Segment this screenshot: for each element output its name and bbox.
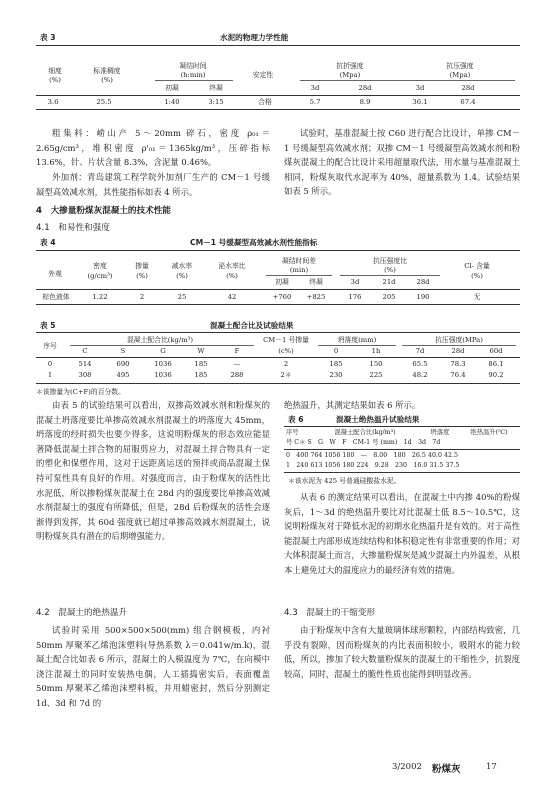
t6-h-cols: 号 C＊ S G W F CM-1 号 (mm) 1d 3d 7d	[286, 439, 441, 446]
t5-cell: —	[233, 360, 241, 368]
t3-h-fineness-unit: (%)	[49, 76, 61, 84]
t5-h-col: F	[234, 347, 240, 355]
t5-cell: 2＊	[280, 371, 292, 379]
t3-cell: 25.5	[96, 98, 112, 106]
t5-cell: 288	[230, 371, 244, 379]
t3-h-fineness: 细度	[48, 67, 62, 75]
t4-h-density-unit: (g/cm³)	[87, 272, 113, 280]
t3-h-stability: 安定性	[252, 71, 274, 79]
t5-head-rule	[36, 357, 520, 358]
t4-head-rule	[36, 289, 520, 290]
t5-cell: 185	[329, 360, 343, 368]
left-para-workability: 由表 5 的试验结果可以看出，双掺高效减水剂和粉煤灰的混凝土坍落度要比单掺高效减水剂混凝土的坍落度大 45mm，坍落度的经时损失也要少得多，这说明粉煤灰的形态效应能显著降低混凝土拌合物的屈服剪应力，对混凝土拌合物具有一定的塑化和保塑作用，这对于远距离运送的预拌或商品混凝土保持可泵性具有良好的作用。对强度而言，由于粉煤灰的活性比水泥低，所以掺粉煤灰混凝土在 28d 内的强度要比单掺高效减水剂混凝土的强度有所降低，但是，28d 后粉煤灰的活性会逐渐得到发挥，其 60d 强度就已超过单掺高效减水剂混凝土，说明粉煤灰具有潜在的后期增强能力。	[36, 400, 270, 542]
t4-h-cl: Cl- 含量	[464, 262, 490, 270]
t5-cell: 76.4	[450, 371, 466, 379]
t3-h-comp-unit: (Mpa)	[449, 71, 471, 79]
t5-h-col: S	[120, 347, 126, 355]
table5-title: 混凝土配合比及试验结果	[210, 321, 294, 330]
t5-h-cm: CM－1 号掺量	[263, 336, 309, 344]
t3-h-flex-3d: 3d	[310, 84, 320, 92]
t4-h-final: 终凝	[309, 278, 323, 286]
t5-cell: 90.2	[488, 371, 504, 379]
right-para-design: 试验时，基准混凝土按 C60 进行配合比设计，单掺 CM－1 号缓凝型高效减水剂；双掺 CM－1 号缓凝型高效减水剂和粉煤灰混凝土的配合比设计采用超量取代法，用水量与基准混凝土相同，粉煤灰取代水泥率为 40%，超量系数为 1.4。试验结果如表 5 所示。	[284, 128, 520, 197]
table6-title: 混凝土绝热温升试验结果	[336, 415, 420, 424]
t3-h-flex: 抗折强度	[336, 62, 364, 70]
table4-title: CM－1 号缓凝型高效减水剂性能指标	[190, 238, 318, 247]
right-para-shrink: 由于粉煤灰中含有大量玻璃体球形颗粒，内部结构致密，几乎没有裂隙，因而粉煤灰的内比表面积较小，吸附水的能力较低，所以，掺加了较大数量粉煤灰的混凝土的干缩性少，抗裂度较高，同时，混凝土的脆性性质也能得到明显改善。	[284, 625, 520, 679]
t3-cell: 3:15	[208, 98, 224, 106]
t5-h-col: C	[82, 347, 88, 355]
t4-cell: +760	[272, 293, 292, 301]
t3-cell: 36.1	[412, 98, 428, 106]
table3-number: 表 3	[40, 33, 56, 42]
t5-sub-rule-mix	[70, 345, 254, 346]
t4-h-settime: 凝结时间差	[282, 257, 316, 265]
footer-journal: 粉煤灰	[432, 764, 461, 775]
t4-h-dose-unit: (%)	[136, 272, 148, 280]
t6-h-rise: 绝热温升(℃)	[470, 429, 508, 436]
table6-number: 表 6	[288, 415, 304, 424]
t4-h-comp-unit: (%)	[384, 266, 396, 274]
left-para-aggregate: 粗集料：崂山产 5～20mm 碎石，密度 ρ₀₁＝2.65g/cm³，堆积密度 ρ'₀₁＝1365kg/m³，压碎指标 13.6%，针、片状含量 8.3%，含泥量 0.46%。	[36, 128, 270, 168]
t5-bottom-rule	[36, 383, 520, 384]
t3-h-comp-28d: 28d	[461, 84, 475, 92]
t4-h-reduce-unit: (%)	[176, 272, 188, 280]
t5-cell: 0	[47, 360, 53, 368]
t5-h-col: G	[160, 347, 166, 355]
t6-h-slump: 坍落度	[430, 429, 450, 436]
t4-cell: +825	[306, 293, 326, 301]
t6-row: 0 400 764 1056 180 — 8.00 180 26.5 40.0 42.5	[286, 452, 458, 459]
t4-cell: 42	[227, 293, 237, 301]
t6-bottom-rule	[284, 472, 520, 473]
t5-h-60d: 60d	[489, 347, 503, 355]
t5-sub-rule-slump	[318, 345, 396, 346]
t4-h-3d: 3d	[350, 278, 360, 286]
t4-h-reduce: 减水率	[171, 262, 193, 270]
t4-cell: 190	[416, 293, 430, 301]
t3-h-set-unit: (h:min)	[180, 71, 206, 79]
t5-cell: 514	[78, 360, 92, 368]
table4-top-rule	[36, 250, 520, 251]
t5-cell: 495	[116, 371, 130, 379]
t4-h-bleed: 泌水率比	[218, 262, 246, 270]
section-4-2-heading: 4.2 混凝土的绝热温升	[36, 608, 128, 618]
t3-head-rule	[36, 95, 520, 96]
t5-h-1h: 1h	[371, 347, 381, 355]
right-para-cont: 绝热温升，其测定结果如表 6 所示。	[284, 400, 421, 410]
t5-h-slump: 坍落度(mm)	[337, 336, 377, 344]
t4-cell: 无	[473, 293, 481, 301]
t5-note: ＊该掺量为(C+F)的百分数。	[36, 388, 125, 396]
table4-number: 表 4	[40, 238, 56, 247]
t5-cell: 185	[194, 371, 208, 379]
t5-h-7d: 7d	[415, 347, 425, 355]
t5-h-col: W	[197, 347, 205, 355]
t4-cell: 205	[382, 293, 396, 301]
t5-cell: 48.2	[412, 371, 428, 379]
t4-cell: 176	[348, 293, 362, 301]
t3-h-initial: 初凝	[165, 84, 179, 92]
t4-bottom-rule	[36, 304, 520, 305]
t4-h-21d: 21d	[382, 278, 396, 286]
t4-cell: 25	[177, 293, 187, 301]
section-4-3-heading: 4.3 混凝土的干缩变形	[284, 608, 376, 618]
footer-page-number: 17	[486, 762, 497, 772]
t3-h-water-unit: (%)	[101, 76, 113, 84]
t3-h-water: 标准稠度	[93, 67, 121, 75]
t3-h-flex-28d: 28d	[358, 84, 372, 92]
t5-sub-rule-strength	[402, 345, 516, 346]
t6-h-no: 序号	[286, 429, 299, 436]
section-4-1-heading: 4.1 和易性和强度	[36, 223, 110, 233]
t5-h-0: 0	[333, 347, 339, 355]
t5-cell: 1036	[154, 360, 172, 368]
t5-cell: 1036	[154, 371, 172, 379]
t5-cell: 308	[78, 371, 92, 379]
left-para-admixture: 外加剂：青岛建筑工程学院外加剂厂生产的 CM－1 号缓凝型高效减水剂，其性能指标如表 4 所示。	[36, 172, 270, 197]
t5-cell: I	[48, 371, 52, 379]
t4-cell: 1.22	[92, 293, 108, 301]
t3-cell: 67.4	[460, 98, 476, 106]
t4-h-initial: 初凝	[275, 278, 289, 286]
t4-sub-rule-comp	[340, 275, 440, 276]
table5-number: 表 5	[40, 321, 56, 330]
t5-cell: 86.1	[488, 360, 504, 368]
section-4-heading: 4 大掺量粉煤灰混凝土的技术性能	[36, 206, 171, 216]
t3-sub-rule-set	[155, 80, 233, 81]
t3-h-comp-3d: 3d	[415, 84, 425, 92]
t5-cell: 78.3	[450, 360, 466, 368]
t5-cell: 690	[116, 360, 130, 368]
t5-cell: 2	[283, 360, 289, 368]
t3-cell: 5.7	[309, 98, 321, 106]
table6-top-rule	[284, 426, 520, 427]
t3-h-flex-unit: (Mpa)	[339, 71, 361, 79]
t6-row: 1 240 613 1056 180 224 9.28 230 16.0 31.5 37.5	[286, 462, 460, 469]
t4-h-bleed-unit: (%)	[226, 272, 238, 280]
table3-top-rule	[36, 45, 520, 46]
t4-cell: 棕色液体	[42, 293, 70, 301]
t5-cell: 150	[369, 360, 383, 368]
t5-h-mix: 混凝土配合比(kg/m³)	[126, 336, 193, 344]
t4-h-cl-unit: (%)	[471, 272, 483, 280]
t6-head-rule	[284, 449, 520, 450]
t5-h-28d: 28d	[451, 347, 465, 355]
t5-h-cm-unit: (c%)	[278, 347, 294, 355]
t4-cell: 2	[139, 293, 145, 301]
table5-top-rule	[36, 332, 520, 333]
t5-h-strength: 抗压强度(MPa)	[435, 336, 483, 344]
t5-cell: 230	[329, 371, 343, 379]
t3-cell: 1:40	[164, 98, 180, 106]
t3-bottom-rule	[36, 109, 520, 110]
t5-h-no: 序号	[43, 342, 57, 350]
t5-cell: 225	[369, 371, 383, 379]
right-para-temp: 从表 6 的测定结果可以看出，在混凝土中内掺 40%的粉煤灰后，1～3d 的绝热温升要比对比混凝土低 8.5～10.5℃，这说明粉煤灰对于降低水泥的初期水化热温升是有效的。对于高性能混凝土内部形成连续结构和体积稳定性有非常重要的作用；对大体积混凝土而言，大掺量粉煤灰是减少混凝土内外温差，从根本上避免过大的温度应力的最经济有效的措施。	[284, 492, 520, 575]
t3-cell: 合格	[258, 98, 272, 106]
left-para-adiabatic: 试验时采用 500×500×500(mm) 组合钢模板，内衬 50mm 厚聚苯乙烯泡沫塑料(导热系数 λ＝0.041w/m.k)，混凝土配合比如表 6 所示，混凝土的人模温度为 7℃，在向模中浇注混凝土的同时安装热电偶，人工插捣密实后，表面覆盖 50mm 厚聚苯乙烯泡沫塑料板，并用蜡密封，然后分别测定 1d、3d 和 7d 的	[36, 625, 270, 708]
t4-h-comp: 抗压强度比	[373, 257, 407, 265]
t3-cell: 3.6	[47, 98, 59, 106]
footer-issue: 3/2002	[392, 762, 422, 772]
t5-cell: 65.5	[412, 360, 428, 368]
t4-h-look: 外观	[48, 270, 62, 278]
t3-h-comp: 抗压强度	[446, 62, 474, 70]
t5-cell: 185	[194, 360, 208, 368]
t4-sub-rule-set	[266, 275, 332, 276]
t3-cell: 8.9	[359, 98, 371, 106]
table3-title: 水泥的物理力学性能	[220, 33, 289, 42]
t4-h-dose: 掺量	[135, 262, 149, 270]
t3-h-final: 终凝	[209, 84, 223, 92]
t4-h-settime-unit: (min)	[289, 266, 309, 274]
t3-sub-rule-strength	[300, 80, 515, 81]
t6-note: ＊该水泥为 425 号普通硅酸盐水泥。	[288, 477, 401, 485]
t4-h-density: 密度	[93, 262, 107, 270]
t4-h-28d: 28d	[416, 278, 430, 286]
t6-h-mix: 混凝土配合比(kg/m³)	[334, 429, 396, 436]
t3-h-set: 凝结时间	[179, 62, 207, 70]
